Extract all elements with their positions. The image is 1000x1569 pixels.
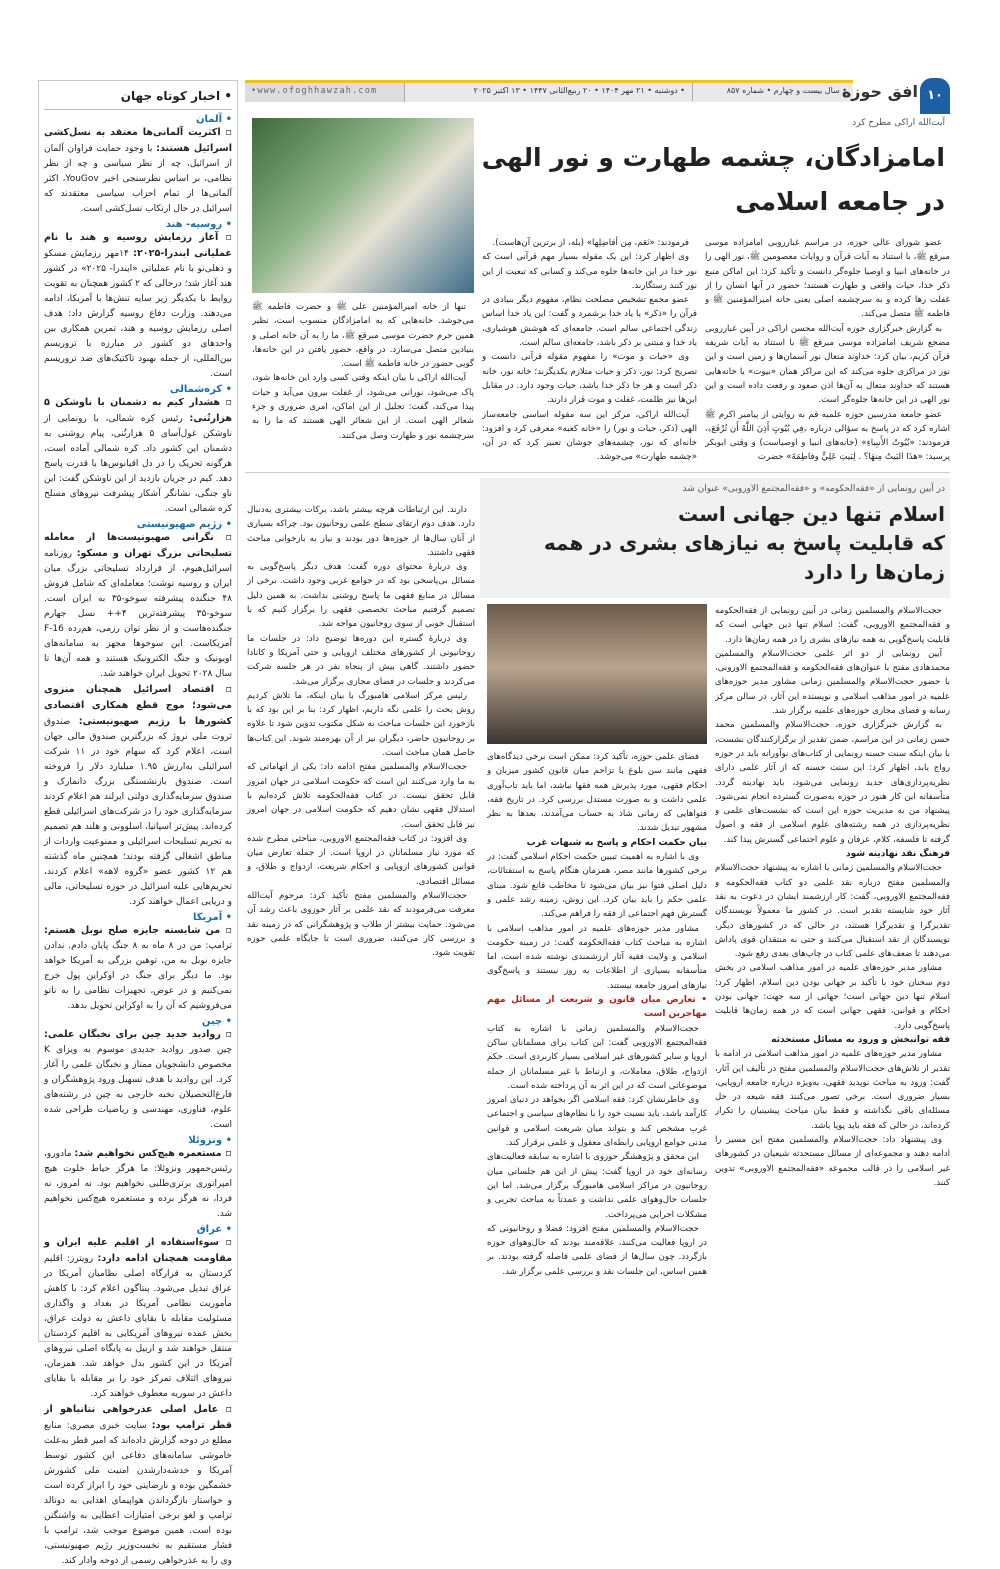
divider — [245, 472, 950, 473]
news-item — [44, 530, 232, 682]
paragraph: وی با اشاره به اهمیت تبیین حکمت احکام اسلامی گفت: در برخی کشورها مانند مصر، همزمان هنگام پاسخ به استفتائات، دلیل اصلی فتوا نیز بیان می‌شود تا مخاطب قانع شود. مبنای علمی حکم را باید بیان کرد. این روش، زمینه رشد علمی و گسترش فهم اجتماعی از فقه را فراهم می‌کند. — [487, 852, 707, 920]
paragraph: وی دربارهٔ محتوای دوره گفت: هدف دیگر پاسخ‌گویی به مسائل بی‌پاسخی بود که در جوامع غربی وجود داشت. برخی از مسائل در منابع فقهی ما پاسخ روشنی نداشت. به همین دلیل تصمیم گرفتیم مباحث تخصصی فقهی را برگزار کنیم که با استقبال خوبی از سوی روحانیون مواجه شد. — [247, 562, 475, 630]
paragraph: مشاور مدیر حوزه‌های علمیه در امور مذاهب اسلامی با اشاره به مباحث کتاب فقه‌الحکومه گفت: در زمینه حکومت اسلامی و ولایت فقیه آثار ارزشمندی نوشته شده است، اما متأسفانه بسیاری از اطلاعات به روز نیستند و پاسخ‌گوی نیازهای امروز جامعه نیستند. — [487, 923, 707, 991]
paragraph: وی پیشنهاد داد: حجت‌الاسلام والمسلمین مفتح این مسیر را ادامه دهند و مجموعه‌ای از مسائل مستحدثه شیعیان در کشورهای غیر اسلامی را در قالب مجموعه «فقه‌المجتمع الاوروبی» تدوین کنند. — [715, 1134, 950, 1188]
news-headline: ▫ اکثریت آلمانی‌ها معتقد به نسل‌کشی اسرائیل هستند: — [44, 127, 232, 154]
article2-photo-ceremony — [487, 604, 707, 744]
article1-kicker: آیت‌الله اراکی مطرح کرد — [852, 118, 945, 128]
title-line: در جامعه اسلامی — [735, 187, 945, 216]
paragraph: آیین رونمایی از دو اثر علمی حجت‌الاسلام والمسلمین محمدهادی مفتح با عنوان‌های فقه‌الحکومه و فقه‌المجتمع الاوروبی، با حضور حجت‌الاسلام والمسلمین زمانی مشاور مدیر حوزه‌های علمیه در امور مذاهب اسلامی و نویسنده این آثار، در سالن مرکز رسانه و فضای مجازی حوزه‌های علمیه برگزار شد. — [715, 648, 950, 717]
paragraph: مشاور مدیر حوزه‌های علمیه در امور مذاهب اسلامی در بخش دوم سخنان خود با تأکید بر جهانی بودن دین اسلام، اظهار کرد: اسلام تنها دین جهانی است؛ جهانی از سه جهت: جهانی بودن احکام و قوانین، فقهی جهانی است که در همه زمان‌ها قابلیت پاسخ‌گویی دارد. — [715, 963, 950, 1031]
paragraph: این محقق و پژوهشگر حوزوی با اشاره به سابقه فعالیت‌های رسانه‌ای خود در اروپا گفت: پیش از این هم جلساتی میان روحانیون در مراکز اسلامی هامبورگ برگزار می‌شد. اما این جلسات حال‌وهوای علمی نداشت و عمدتاً به مباحث تجربی و مشکلات اجرایی می‌پرداخت. — [487, 1152, 707, 1220]
news-item — [44, 395, 232, 517]
paragraph: وی «حیات و موت» را مفهوم مقوله قرآنی دانست و تصریح کرد: نور، ذکر و حیات متلازم یکدیگرند؛ خانه نور، خانه ذکر است و هر جا ذکر خدا باشد، حیات وجود دارد. در مقابل این‌ها نیز ظلمت، غفلت و موت قرار دارند. — [482, 352, 697, 406]
masthead-bar — [245, 80, 853, 102]
paragraph: فرمودند: «نَعَم، مِن أفاضِلِها» (بله، از برترین آن‌هاست). — [492, 238, 689, 248]
paragraph: عضو مجمع تشخیص مصلحت نظام، مفهوم دیگر بنیادی در قرآن را «ذکر» یا یاد خدا برشمرد و گفت: این یاد خدا اساس زندگی اجتماعی سالم است. جامعه‌ای که هوشش هوشیاری، یاد خدا و مبتنی بر ذکر باشد، جامعه‌ای سالم است. — [482, 295, 697, 349]
news-item — [44, 125, 232, 217]
news-headline: ▫ اقتصاد اسرائیل همچنان منزوی می‌شود؛ موج قطع همکاری اقتصادی کشورها با رژیم صهیونیستی: — [44, 684, 232, 727]
news-item — [44, 1402, 232, 1569]
news-section-label: • آلمان — [195, 114, 232, 125]
paragraph: به گزارش خبرگزاری حوزه، حجت‌الاسلام والمسلمین محمد حسن زمانی در این مراسم، ضمن تقدیر از برگزارکنندگان نشست، با بیان اینکه سنت حسنه رونمایی از کتاب‌های نوآورانه باید در حوزه رواج یابد، اظهار کرد: این سنت حسنه که از آثار علمی دارای نظریه‌پردازی‌های جدید رونمایی می‌شود، باید نهادینه گردد. متأسفانه این کار هنوز در حوزه به‌صورت گسترده انجام نمی‌شود. پیشنهاد من به مدیریت حوزه این است که نشست‌های علمی و نظریه‌پردازی در همه رشته‌های علوم اسلامی از فقه و اصول گرفته تا فلسفه، کلام، عرفان و علوم اجتماعی گسترش پیدا کند. — [715, 720, 950, 845]
paragraph: حجت‌الاسلام والمسلمین مفتح ادامه داد: یکی از اتهاماتی که به ما وارد می‌کنند این است که حکومت اسلامی در جهان امروز قابل تحقق نیست. در کتاب فقه‌الحکومه تلاش کرده‌ایم با استدلال فقهی نشان دهیم که حکومت اسلامی در جهان امروز نیز قابل تحقق است. — [247, 762, 475, 830]
subheading: بیان حکمت احکام و پاسخ به شبهات غرب — [526, 837, 707, 848]
news-headline: ▫ هشدار کیم به دشمنان با ناوشکن ۵ هزارتُنی: — [44, 397, 232, 424]
paragraph: حجت‌الاسلام والمسلمین زمانی در آیین رونمایی از فقه‌الحکومه و فقه‌المجتمع الاوروبی، گفت: اسلام تنها دین جهانی است که قابلیت پاسخ‌گویی به همه نیازهای بشری را در همه زمان‌ها دارد. — [715, 606, 950, 645]
news-section-label: • کره‌شمالی — [170, 384, 232, 395]
website-url[interactable]: •www.ofoghhawzah.com — [245, 83, 405, 102]
news-text: رویترز: اقلیم کردستان به قرارگاه اصلی نظامیان آمریکا در عراق تبدیل می‌شود. پنتاگون اعلام کرد: با کاهش مأموریت نظامی آمریکا در بغداد و واگذاری مسئولیت مقابله با بقایای داعش به دولت عراق، بخش عمده نیروهای آمریکایی به اقلیم کردستان منتقل خواهند شد و اربیل به پایگاه اصلی نیروهای آمریکا در این کشور بدل خواهد شد. همزمان، نیروهای ائتلاف تمرکز خود را بر مقابله با بقایای داعش در سوریه معطوف خواهند کرد. — [44, 1254, 232, 1399]
news-item — [44, 682, 232, 910]
title-line: اسلام تنها دین جهانی است — [678, 502, 945, 526]
issue-info: • سال بیست و چهارم • شماره ۸۵۷ — [726, 86, 847, 95]
news-headline: ▫ عامل اصلی عذرخواهی نتانیاهو از قطر ترامپ بود: — [44, 1404, 232, 1431]
news-text: روزنامه اسرائیل‌هیوم، از قرارداد تسلیحاتی بزرگ میان ایران و روسیه نوشت؛ معامله‌ای که شامل فروش ۴۸ جنگنده پیشرفته سوخو-۳۵ به ایران است. سوخو-۳۵ پیشرفته‌ترین ۴++ نسل جهارم جنگنده‌هاست و از نظر توان رزمی، هم‌رده F-16 آمریکاست. این سوخوها مجهز به سامانه‌های اویونیک و جنگ الکترونیک هستند و همه آن‌ها تا سال ۲۰۲۸ تحویل ایران خواهند شد. — [44, 549, 232, 679]
news-headline: ▫ نگرانی صهیونیست‌ها از معامله تسلیحاتی بزرگ تهران و مسکو: — [44, 532, 232, 559]
news-section-label: • چین — [201, 1016, 232, 1027]
news-text: ۱۴مهر رزمایش مسکو و دهلی‌نو با نام عملیاتی «ایندرا- ۲۰۲۵» در کشور هند آغاز شد؛ درحالی که ۲ کشور همچنان به تقویت روابط با یکدیگر زیر سایه تنش‌ها با آمریکا، ادامه می‌دهند. وزارت دفاع روسیه گزارش داد: هدف اصلی رزمایش روسیه و هند، تمرین همکاری بین واحدهای دو کشور در مبارزه با تروریسم بین‌المللی، از جمله بهبود تاکتیک‌های ضد تروریسم است. — [44, 249, 232, 379]
news-headline: ▫ آغاز رزمایش روسیه و هند با نام عملیاتی ایندرا-۲۰۲۵: — [44, 232, 232, 259]
article1-column-2 — [482, 236, 697, 462]
page-number-badge: ۱۰ — [920, 78, 950, 114]
news-item — [44, 1146, 232, 1222]
paragraph: وی دربارهٔ گستره این دوره‌ها توضیح داد: در جلسات ما روحانیونی از کشورهای مختلف اروپایی و حتی آمریکا و کانادا حضور داشتند. گاهی بیش از پنجاه نفر در هر جلسه شرکت می‌کردند و جلسات در فضای مجازی برگزار می‌شد. — [247, 633, 475, 687]
article2-column-3 — [247, 503, 475, 1338]
article1-column-1 — [705, 236, 950, 462]
newspaper-logo: افق حوزه — [841, 82, 918, 101]
subheading: فقه توانبخش و ورود به مسائل مستحدثه — [771, 1034, 950, 1045]
world-news-column — [38, 80, 238, 1566]
paragraph: به گزارش خبرگزاری حوزه آیت‌الله محسن اراکی در آیین غبارروبی مضجع شریف امامزاده موسی مبرقع ﷺ با استناد به آیات شریفه قرآن کریم، بیان کرد: خداوند متعال نور آسمان‌ها و زمین است و این نور در مراکزی جلوه می‌کند که این مراکز همان «بیوت» یا خانه‌هایی هستند که خداوند متعال به آن‌ها اذن صعود و رفعت داده است و این نور الهی در این خانه‌ها جلوه‌گر است. — [705, 323, 950, 406]
paragraph: حجت‌الاسلام والمسلمین زمانی با اشاره به کتاب فقه‌المجتمع الاوروبی گفت: این کتاب برای مسلمانان ساکن اروپا و سایر کشورهای غیر اسلامی بسیار کاربردی است. حکم ازدواج، طلاق، معاملات، و ارتباط با غیر مسلمانان از جمله موضوعاتی است که در این اثر به آن پرداخته شده است. — [487, 1023, 707, 1091]
news-headline: ▫ روادید جدید چین برای نخبگان علمی: — [44, 1029, 232, 1040]
news-headline: ▫ سوءاستفاده از اقلیم علیه ایران و مقاومت همچنان ادامه دارد: — [44, 1237, 233, 1264]
paragraph: مشاور مدیر حوزه‌های علمیه در امور مذاهب اسلامی در ادامه با تقدیر از تلاش‌های حجت‌الاسلام والمسلمین مفتح در تألیف این آثار، گفت: ورود به مباحث نوپدید فقهی، به‌ویژه درباره جامعه اروپایی، بسیار ضروری است. برخی تصور می‌کنند فقه شیعه در حل مسئله‌ای باقی نگذاشته و فقط بیان مباحث پیشینیان را تکرار کرده‌اند، در حالی که فقه باید پویا باشد. — [715, 1049, 950, 1131]
article2-column-1 — [715, 604, 950, 1338]
paragraph: رئیس مرکز اسلامی هامبورگ با بیان اینکه، ما تلاش کردیم روش بحث را علمی نگه داریم، اظهار کرد: بنا بر این بود که با بازخورد این جلسات مباحث به شکل مکتوب تدوین شود تا علاوه بر روحانیون حاضر، دیگران نیز از آن بهره‌مند شوند. این کتاب‌ها حاصل همان مباحث است. — [247, 690, 475, 759]
paragraph: حجت‌الاسلام والمسلمین زمانی با اشاره به پیشنهاد حجت‌الاسلام والمسلمین مفتح درباره نقد علمی دو کتاب فقه‌الحکومه و فقه‌المجتمع الاوروبی، گفت: کار ارزشمند ایشان در دعوت به نقد آثار خود شایسته تقدیر است. در کشور ما معمولاً نویسندگان تقدیرگرا و تقدیرگرا هستند، در حالی که در کشورهای دیگر، نویسندگان از نقد استقبال می‌کنند و حتی به منتقدان قوی پاداش می‌دهند تا ضعف‌های علمی کتاب در چاپ‌های بعدی رفع شود. — [715, 863, 950, 960]
article1-column-3 — [252, 300, 474, 462]
subheading: • تعارض میان قانون و شریعت از مسائل مهم مهاجرین است — [487, 995, 707, 1020]
paragraph: وی خاطرنشان کرد: فقه اسلامی اگر بخواهد در دنیای امروز کارآمد باشد، باید نسبت خود را با نظام‌های سیاسی و اجتماعی غرب مشخص کند و بتواند میان شریعت اسلامی و قوانین مدنی جوامع اروپایی رابطه‌ای معقول و علمی برقرار کند. — [487, 1095, 707, 1149]
subheading: فرهنگ نقد نهادینه شود — [845, 849, 950, 860]
news-text: چین صدور روادید جدیدی موسوم به ویزای K مخصوص دانشجویان ممتاز و نخبگان علمی را آغاز کرد. این روادید با هدف تسهیل ورود پژوهشگران و فارغ‌التحصیلان نخبه خارجی به چین در رشته‌های علوم، فناوری، مهندسی و ریاضیات طراحی شده است. — [44, 1045, 232, 1130]
paragraph: آیت‌الله اراکی با بیان اینکه وقتی کسی وارد این خانه‌ها شود، پاک می‌شود، نورانی می‌شود، از غفلت بیرون می‌آید و حیات پیدا می‌کند، گفت: تجلیل از این اماکن، امری ضروری و جزء شعائر الهی است. از این شعائر الهی هستند که ما را به سرچشمه نور و طهارت وصل می‌کنند. — [252, 373, 474, 441]
title-line: که قابلیت پاسخ به نیازهای بشری در همه زمان‌ها را دارد — [543, 531, 945, 584]
world-news-title: • اخبار کوتاه جهان — [44, 85, 232, 110]
news-text: ترامپ: من در ۸ ماه به ۸ جنگ پایان دادم. ندادن جایزه نوبل به من، توهین بزرگی به آمریکا خواهد بود. ما دیگر برای جنگ در اوکراین پول خرج نمی‌کنیم و در عوض، تجهیزات نظامی را به ناتو می‌فروشیم که آن را به اوکراین تحویل بدهد. — [44, 941, 232, 1011]
news-item — [44, 923, 232, 1014]
news-headline: ▫ مستعمره هیچ‌کس نخواهیم شد: — [74, 1148, 232, 1159]
news-text: صندوق ثروت ملی نروژ که بزرگترین صندوق مالی جهان است، اعلام کرد که سهام خود در ۱۱ شرکت اسرائیلی به‌ارزش ۱.۹۵ میلیارد دلار را فروخته است. صندوق بازنشستگی بزرگ دانمارک و صندوق سرمایه‌گذاری دولتی ایرلند هم اعلام کردند سرمایه‌گذاری خود را در شرکت‌های اسرائیلی قطع کرده‌اند. پیش‌تر اسپانیا، اسلوونی و هلند هم تصمیم به تحریم تسلیحات اسرائیلی و ممنوعیت واردات از مناطق اشغالی گرفته بودند؛ همچنین ماه گذشته هم ۱۲ کشور عضو «گروه لاهه» اعلام کردند، تحریم‌هایی علیه اسرائیل در حوزه تسلیحاتی، مالی و دریایی اعمال خواهند کرد. — [44, 717, 232, 907]
article2-title — [485, 500, 945, 587]
paragraph: تنها از خانه امیرالمؤمنین علی ﷺ و حضرت فاطمه ﷺ می‌جوشد. خانه‌هایی که به امامزادگان منسوب است، نظیر همین حرم حضرت موسی مبرقع ﷺ، ما را به آن خانه اصلی و بنیادین متصل می‌سازد. در واقع، حضور یافتن در این خانه‌ها، گویی حضور در خانه فاطمه ﷺ است. — [252, 302, 474, 370]
news-text: سایت خبری مصری: منابع مطلع در دوحه گزارش داده‌اند که امیر قطر به‌علت خاموشی سامانه‌های دفاعی این کشور توسط آمریکا و خدشه‌دارشدن امنیت ملی کشورش خشمگین بوده و نارضایتی خود را ابراز کرده است و خواستار بازگرداندن هواپیمای اهدایی به دونالد ترامپ و لغو برخی امتیازات اعطایی به واشنگتن بوده است. همین موضوع موجب شد، ترامپ با فشار مستقیم به نخست‌وزیر رژیم صهیونیستی، وی را به عذرخواهی رسمی از دوحه وادار کند. — [44, 1421, 232, 1566]
news-section-label: • آمریکا — [192, 912, 232, 923]
divider — [692, 83, 693, 101]
news-text: رئیس کره شمالی، با رونمایی از ناوشکن غول‌آسای ۵ هزارتُنی، پیام روشنی به دشمنان این کشور داد. کره شمالی آماده است، هرگونه تحریک را در دل اقیانوس‌ها با قدرت پاسخ دهد. کیم در جریان بازدید از این ناوشکن گفت: این ناو جنگی، نشانگر آشکار پیشرفت نیروهای مسلح کره شمالی است. — [44, 414, 232, 514]
paragraph: عضو شورای عالی حوزه، در مراسم غبارروبی امامزاده موسی مبرقع ﷺ، با استناد به آیات قرآن و روایات معصومین ﷺ، نور الهی را در خانه‌های انبیا و اوصیا جلوه‌گر دانست و تأکید کرد: این اماکن منبع ذکر خدا، حیات واقعی و طهارت هستند؛ حضور در آنها انسان را از غفلت رها کرده و به سرچشمه اصلی یعنی خانه امیرالمؤمنین ﷺ و فاطمه ﷺ متصل می‌کند. — [705, 238, 950, 320]
news-section-label: • روسیه- هند — [165, 219, 232, 230]
news-item — [44, 1027, 232, 1133]
paragraph: وی اظهار کرد: این یک مقوله بسیار مهم قرآنی است که نور خدا در این خانه‌ها جلوه می‌کند و کسانی که تبعیت از این نور کنند رستگارند. — [482, 252, 697, 291]
title-line: امامزادگان، چشمه طهارت و نور الهی — [481, 143, 945, 172]
news-headline: ▫ من شایسته جایزه صلح نوبل هستم: — [44, 925, 232, 936]
paragraph: عضو جامعه مدرسین حوزه علمیه قم به روایتی از پیامبر اکرم ﷺ اشاره کرد که در پاسخ به سؤالی درباره ﴿فِي بُيُوتٍ أَذِنَ اللَّهُ أَن تُرْفَعَ﴾، فرمودند: «بُيُوتُ الأَنبِياءِ» (خانه‌های انبیا و اوصیاست) و وقتی ابوبکر پرسید: «هذَا البَيتُ مِنهَا؟ . لِبَيتِ عَلِيٍّ وفاطِمَةَ» حضرت — [705, 409, 950, 462]
news-section-label: • ونزوئلا — [188, 1135, 232, 1146]
paragraph: حجت‌الاسلام والمسلمین مفتح افزود: فضلا و روحانیونی که در اروپا فعالیت می‌کنند، علاقه‌مند بودند که حال‌وهوای حوزه بازگردد. چون سال‌ها از فضای علمی فاصله گرفته بودند. بر همین اساس، این جلسات نقد و بررسی علمی برگزار شد. — [487, 1223, 707, 1277]
article1-title — [480, 136, 945, 224]
news-section-label: • رژیم صهیونیستی — [136, 519, 232, 530]
paragraph: فضای علمی حوزه، تأکید کرد: ممکن است برخی دیدگاه‌های فقهی مانند سن بلوغ یا تزاحم میان قانون کشور میزبان و احکام فقهی، مورد پذیرش همه فقها نباشد، اما باید تاب‌آوری علمی داشت و به صورت مستدل بررسی کرد. در تاریخ فقه، فتواهایی که زمانی شاذ به حساب می‌آمدند، بعدها به نظر مشهور تبدیل شدند. — [487, 752, 707, 834]
paragraph: دارند. این ارتباطات هرچه بیشتر باشد، برکات بیشتری به‌دنبال دارد. هدف دوم ارتقای سطح علمی روحانیون بود. چراکه بسیاری از آنان سال‌ها از حوزه‌ها دور بودند و نیاز به بازخوانی مباحث فقهی داشتند. — [247, 505, 475, 558]
issue-date: • دوشنبه • ۲۱ مهر ۱۴۰۴ • ۲۰ ربیع‌الثانی ۱۴۴۷ • ۱۳ اکتبر ۲۰۲۵ — [473, 86, 685, 95]
article2-kicker: در آیین رونمایی از «فقه‌الحکومه» و «فقه‌المجتمع الاوروبی» عنوان شد — [682, 484, 945, 494]
news-section-label: • عراق — [196, 1224, 232, 1235]
paragraph: حجت‌الاسلام والمسلمین مفتح تأکید کرد: مرحوم آیت‌الله معرفت می‌فرمودند که نقد علمی بر آثار حوزوی باعث رشد آن می‌شود. حمایت بیشتر از طلاب و پژوهشگرانی که در زمینه نقد و بررسی کار می‌کنند، ضروری است تا جایگاه علمی حوزه تقویت شود. — [247, 891, 475, 959]
article2-column-2 — [487, 750, 707, 1338]
paragraph: آیت‌الله اراکی، مرکز این سه مقوله اساسی جامعه‌ساز الهی (ذکر، حیات و نور) را «خانه کعبه» معرفی کرد و افزود: خانه‌ای که نور، چشمه‌های جوشان تعبیر کرد که در آن، «چشمه طهارت» می‌جوشد. — [482, 409, 697, 462]
article1-photo-speaker — [252, 118, 474, 293]
paragraph: وی افزود: در کتاب فقه‌المجتمع الاوروبی، مباحثی مطرح شده که مورد نیاز مسلمانان در اروپا است. از جمله تعارض میان قوانین کشورهای اروپایی و احکام شریعت، ازدواج و طلاق، و مسائل اقتصادی. — [247, 833, 475, 887]
news-item — [44, 1235, 232, 1402]
news-item — [44, 230, 232, 382]
news-text: مادورو، رئیس‌جمهور ونزوئلا: ما هرگز حیاط خلوت هیچ امپراتوری برتری‌طلبی نخواهیم بود. نه امروز، نه فردا، نه هرگز برده و مستعمره هیچ‌کس نخواهیم شد. — [44, 1149, 232, 1219]
news-text: با وجود حمایت فراوان آلمان از اسرائیل، چه از نظر سیاسی و چه از نظر نظامی، بر اساس نظرسنجی اخیر YouGov، اکثر آلمانی‌ها از تمام احزاب سیاسی معتقدند که اسرائیل در حال ارتکاب نسل‌کشی است. — [44, 144, 233, 214]
